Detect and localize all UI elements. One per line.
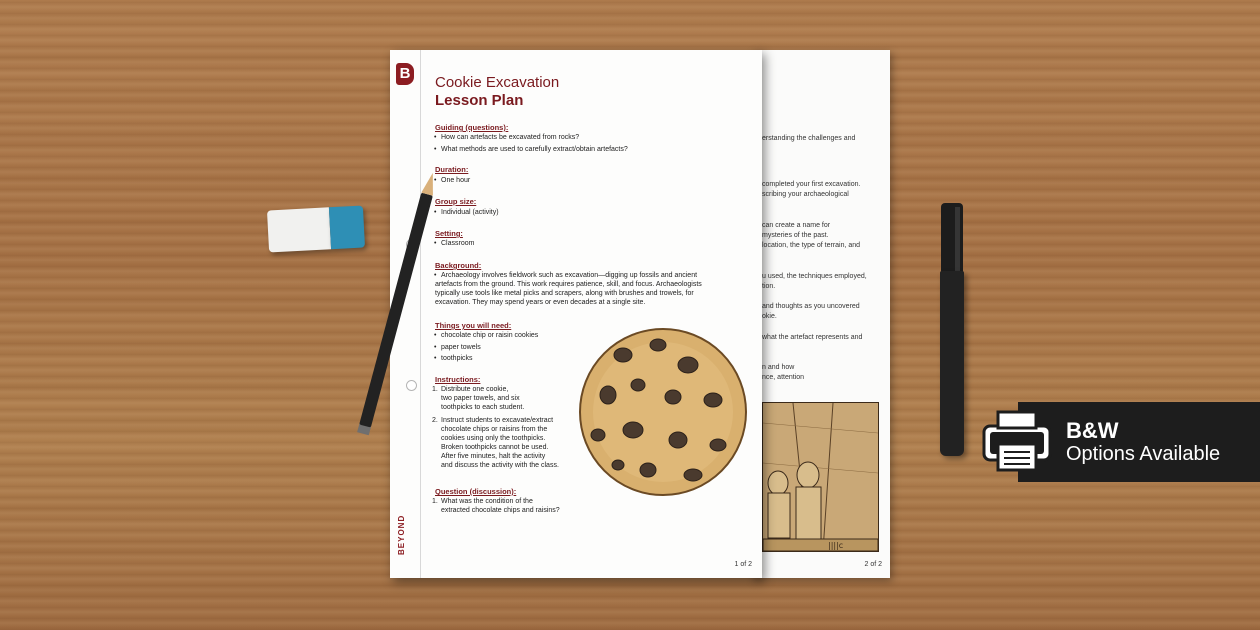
instruction-line: 1. Distribute one cookie, — [432, 386, 509, 393]
instruction-line: 2. Instruct students to excavate/extract — [432, 417, 554, 424]
question-line: 1. What was the condition of the — [432, 498, 533, 505]
svg-text:||||c: ||||c — [828, 541, 844, 550]
page2-line: and thoughts as you uncovered — [762, 303, 860, 310]
background-line: typically use tools like metal picks and scrapers, along with brushes and trowels, for — [435, 290, 694, 297]
banner-subtitle: Options Available — [1066, 443, 1221, 465]
instruction-line: two paper towels, and six — [441, 395, 520, 402]
page2-line: what the artefact represents and — [762, 334, 863, 341]
section-heading: Background: — [435, 261, 482, 270]
page-number: 1 of 2 — [734, 561, 752, 568]
instruction-line: and discuss the activity with the class. — [441, 462, 559, 469]
instruction-line: Broken toothpicks cannot be used. — [441, 444, 549, 451]
section-heading: Guiding (questions): — [435, 123, 509, 132]
page2-line: n and how — [762, 364, 795, 371]
page2-line: u used, the techniques employed, — [762, 273, 867, 280]
punch-hole — [406, 380, 417, 391]
page2-line: location, the type of terrain, and — [762, 242, 861, 249]
worksheet-page-2 — [752, 50, 890, 578]
bw-options-banner — [1018, 402, 1260, 482]
background-line: excavation. They may spend years or even decades at a single site. — [435, 299, 646, 306]
page2-line: okie. — [762, 313, 777, 320]
bullet-item: • How can artefacts be excavated from rocks? — [441, 133, 579, 142]
instruction-line: toothpicks to each student. — [441, 404, 525, 411]
printer-icon — [982, 410, 1052, 472]
doc-subtitle: Lesson Plan — [435, 92, 524, 109]
banner-title: B&W — [1066, 418, 1119, 443]
page2-line: nce, attention — [762, 374, 805, 381]
section-heading: Setting: — [435, 229, 463, 238]
bullet-item: • Classroom — [441, 239, 474, 248]
worksheet-page-1 — [390, 50, 762, 578]
page2-line: scribing your archaeological — [762, 191, 849, 198]
cookie-illustration — [578, 325, 752, 499]
binding-strip: B BEYOND — [390, 50, 421, 578]
page-number: 2 of 2 — [864, 561, 882, 568]
doc-title: Cookie Excavation — [435, 74, 560, 91]
background-line: artefacts from the ground. This work requires patience, skill, and focus. Archaeologists — [435, 281, 702, 288]
instruction-line: cookies using only the toothpicks. — [441, 435, 546, 442]
eraser — [267, 206, 365, 253]
section-heading: Things you will need: — [435, 321, 512, 330]
section-heading: Question (discussion): — [435, 487, 517, 496]
bullet-item: • chocolate chip or raisin cookies — [441, 331, 538, 340]
bullet-item: • One hour — [441, 176, 470, 185]
bullet-item: • toothpicks — [441, 354, 473, 363]
pen — [940, 203, 964, 463]
section-heading: Group size: — [435, 197, 477, 206]
background-line: • Archaeology involves fieldwork such as excavation—digging up fossils and ancient — [441, 271, 697, 280]
section-heading: Duration: — [435, 165, 469, 174]
instruction-line: chocolate chips or raisins from the — [441, 426, 548, 433]
page2-line: mysteries of the past. — [762, 232, 829, 239]
logo-icon: B — [396, 63, 414, 85]
bullet-item: • paper towels — [441, 343, 481, 352]
temple-illustration — [762, 402, 879, 552]
instruction-line: After five minutes, halt the activity — [441, 453, 546, 460]
question-line: extracted chocolate chips and raisins? — [441, 507, 560, 514]
page2-line: can create a name for — [762, 222, 831, 229]
page2-line: erstanding the challenges and — [762, 135, 856, 142]
bullet-item: • What methods are used to carefully extract/obtain artefacts? — [441, 145, 628, 154]
section-heading: Instructions: — [435, 375, 481, 384]
bullet-item: • Individual (activity) — [441, 208, 499, 217]
page2-line: tion. — [762, 283, 776, 290]
page2-line: completed your first excavation. — [762, 181, 861, 188]
